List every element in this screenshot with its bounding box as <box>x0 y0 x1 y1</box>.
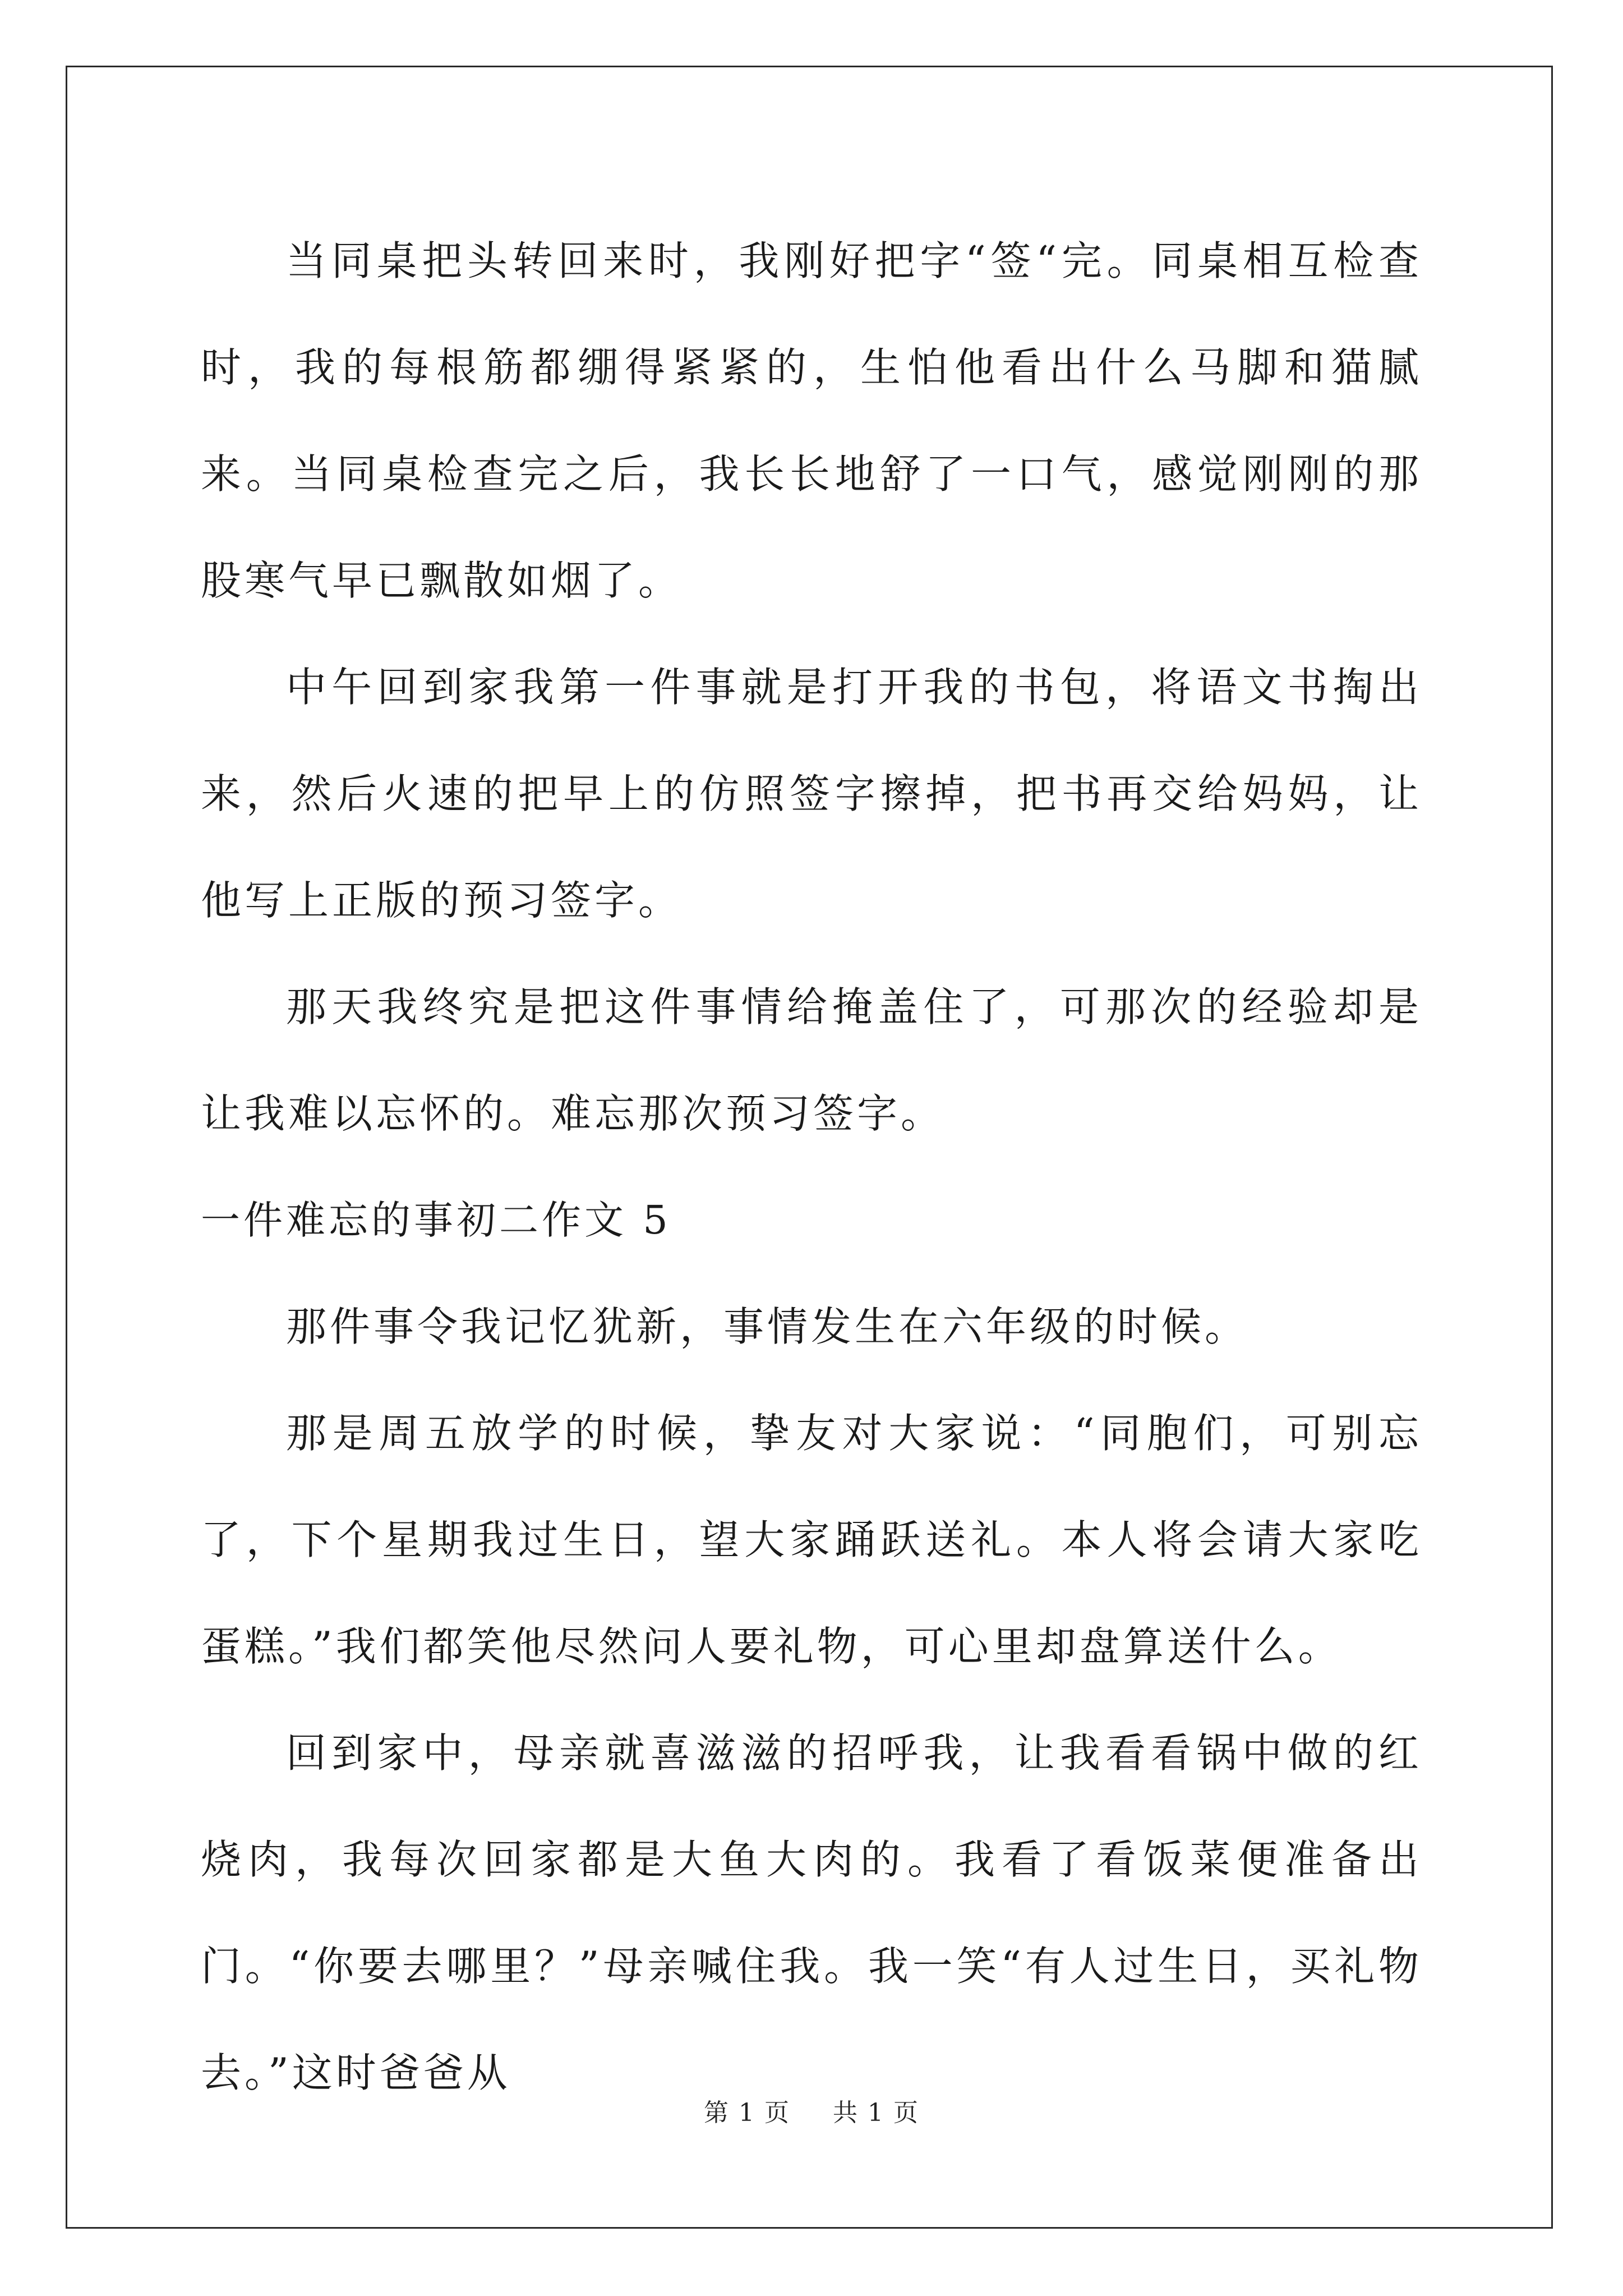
section-heading: 一件难忘的事初二作文 5 <box>201 1197 671 1243</box>
paragraph-4: 那件事令我记忆犹新，事情发生在六年级的时候。 <box>286 1303 1249 1350</box>
paragraph-6: 回到家中，母亲就喜滋滋的招呼我，让我看看锅中做的红烧肉，我每次回家都是大鱼大肉的。我看了看饭菜便准备出门。“你要去哪里？”母亲喊住我。我一笑“有人过生日，买礼物去。”这时爸爸从 <box>201 1729 1422 2096</box>
page-number: 第 1 页 <box>704 2099 790 2127</box>
page-total: 共 1 页 <box>833 2099 919 2127</box>
page-footer <box>0 2092 1623 2128</box>
paragraph-3: 那天我终究是把这件事情给掩盖住了，可那次的经验却是让我难以忘怀的。难忘那次预习签字。 <box>201 983 1422 1137</box>
paragraph-1: 当同桌把头转回来时，我刚好把字“签“完。同桌相互检查时，我的每根筋都绷得紧紧的，生怕他看出什么马脚和猫腻来。当同桌检查完之后，我长长地舒了一口气，感觉刚刚的那股寒气早已飘散如烟了。 <box>201 237 1422 604</box>
document-body <box>201 208 1422 2126</box>
paragraph-2: 中午回到家我第一件事就是打开我的书包，将语文书掏出来，然后火速的把早上的仿照签字擦掉，把书再交给妈妈，让他写上正版的预习签字。 <box>201 664 1422 924</box>
paragraph-5: 那是周五放学的时候，挚友对大家说：“同胞们，可别忘了，下个星期我过生日，望大家踊跃送礼。本人将会请大家吃蛋糕。”我们都笑他尽然问人要礼物，可心里却盘算送什么。 <box>201 1410 1422 1670</box>
